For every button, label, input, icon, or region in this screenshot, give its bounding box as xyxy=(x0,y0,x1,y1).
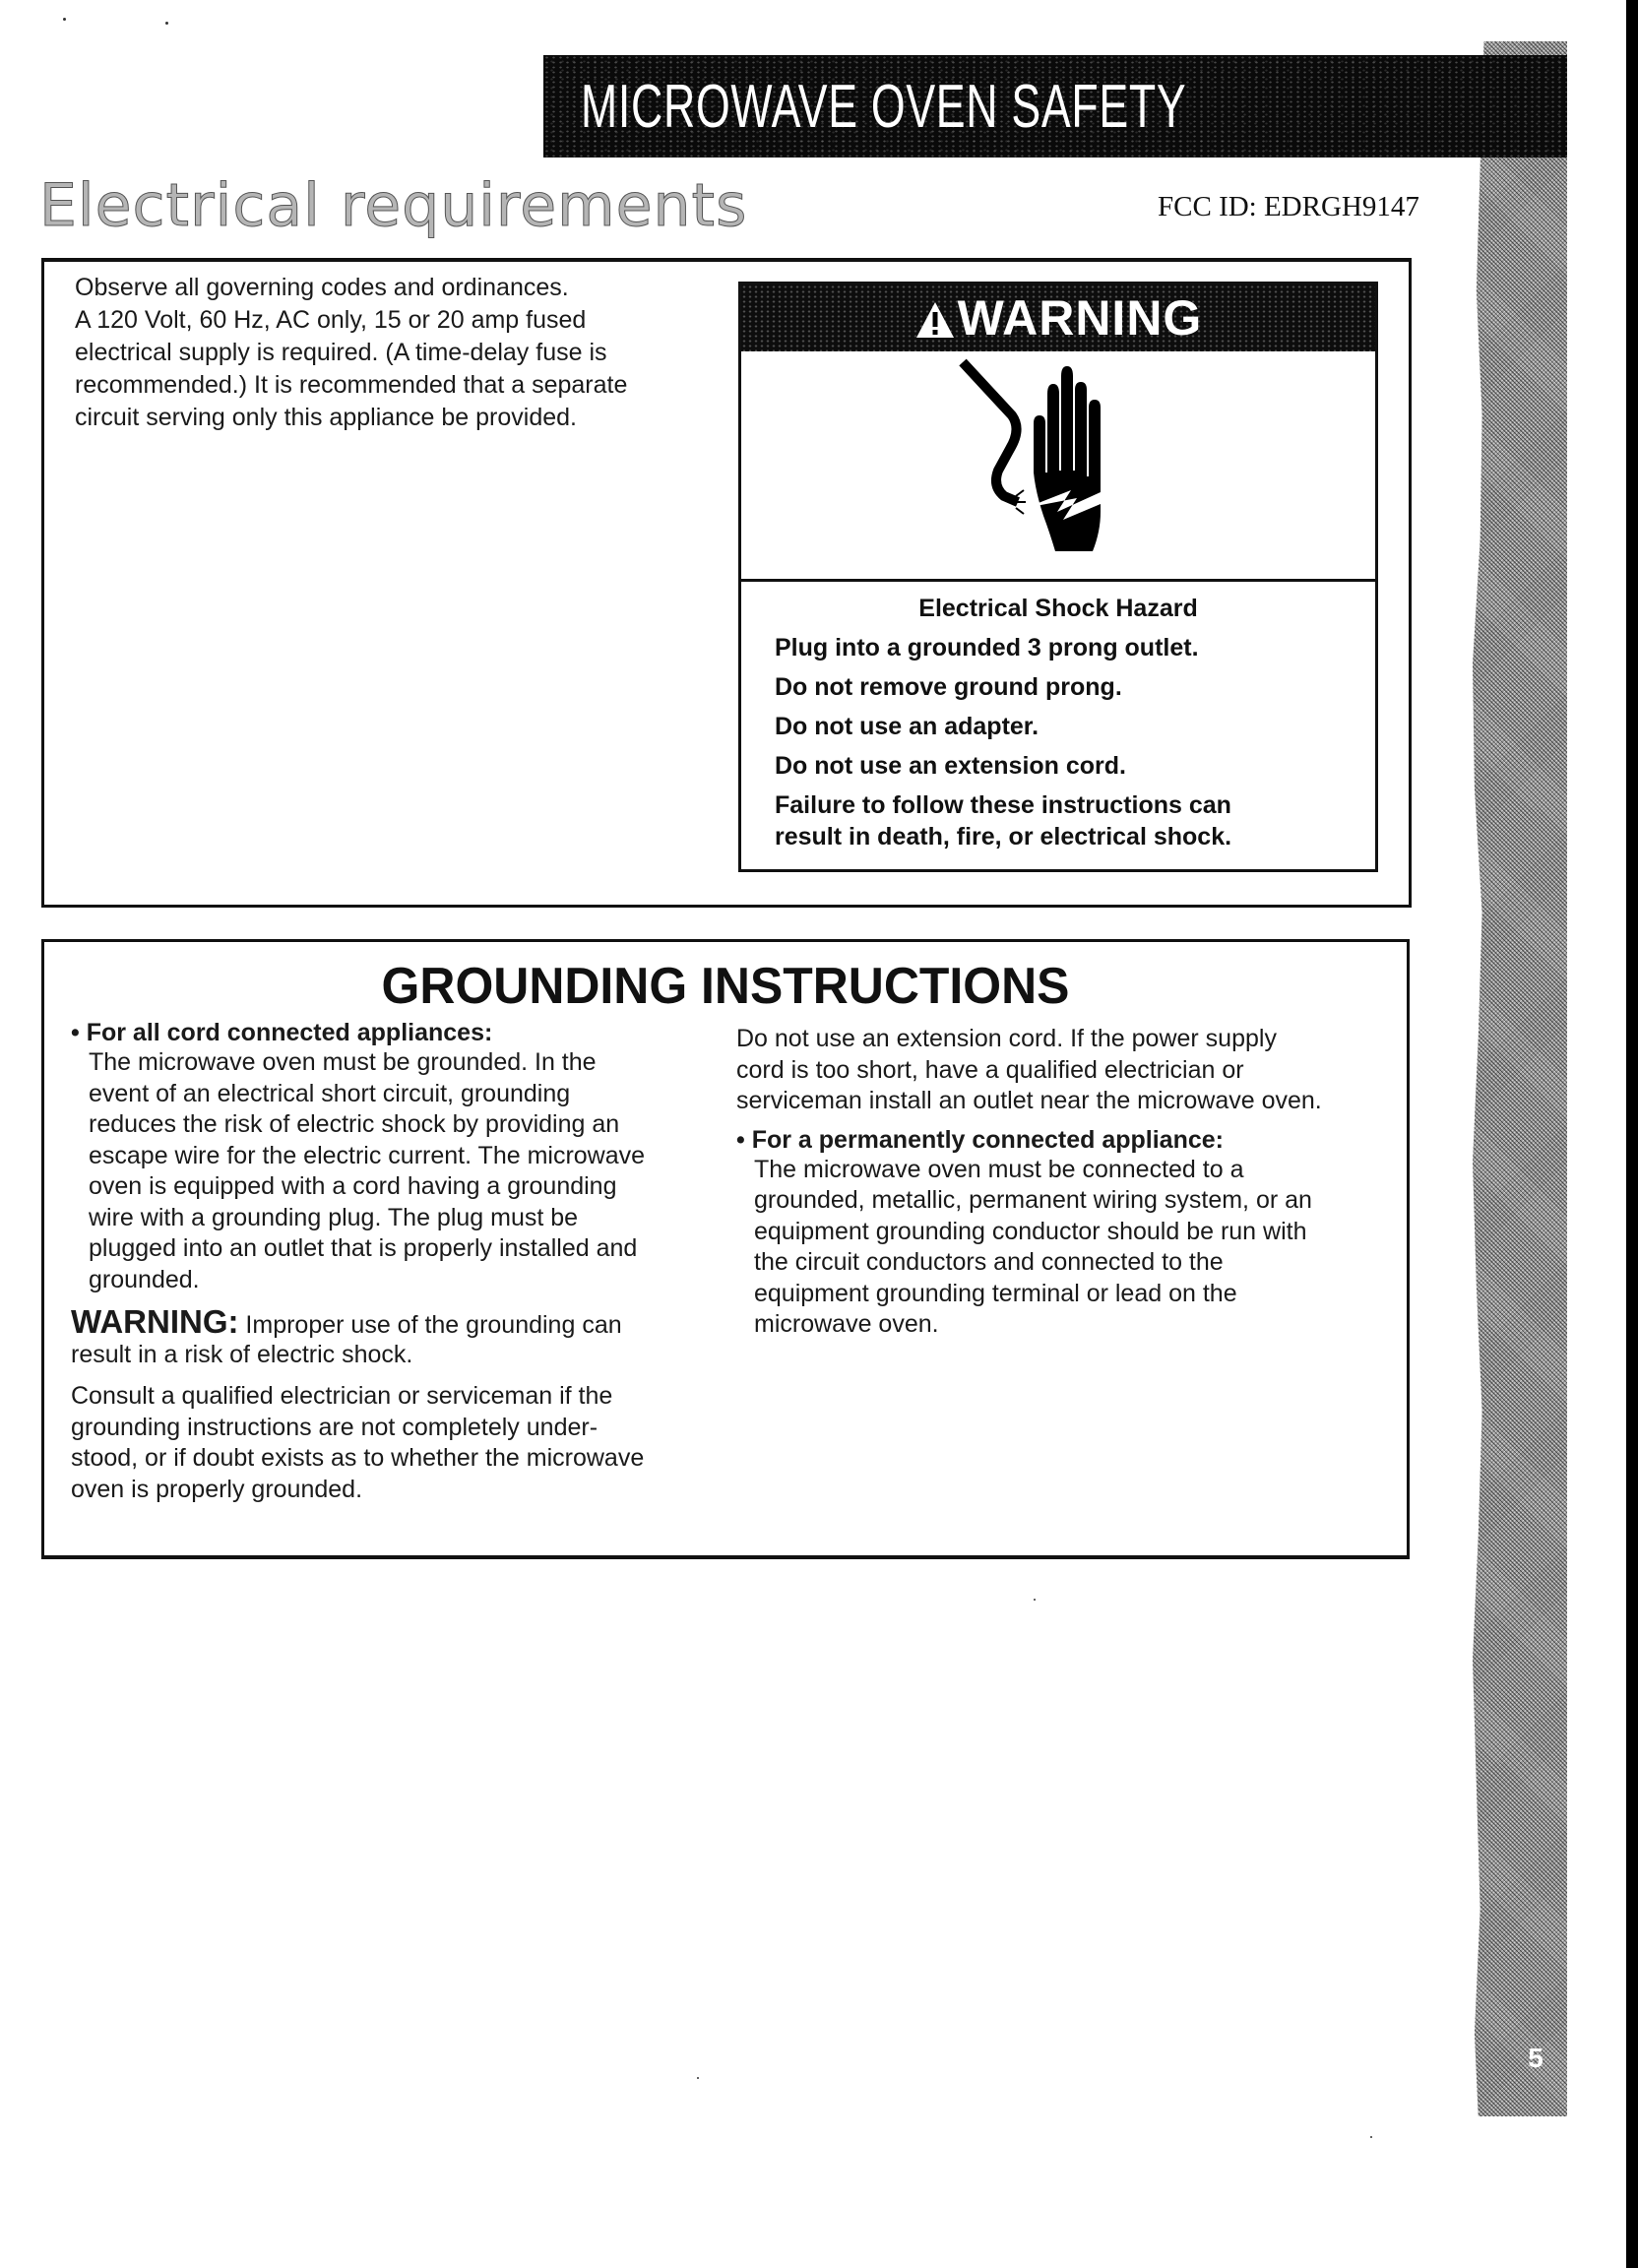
electrical-shock-hand-icon xyxy=(955,354,1142,561)
body-line: wire with a grounding plug. The plug must be xyxy=(89,1203,579,1231)
instruction-line: Do not use an adapter. xyxy=(775,713,1040,740)
warning-text: result in a risk of electric shock. xyxy=(71,1341,413,1368)
body-line: grounding instructions are not completely under- xyxy=(71,1413,598,1441)
grounding-left-column xyxy=(71,1018,721,1505)
body-line: the circuit conductors and connected to the xyxy=(754,1248,1224,1276)
scan-speck xyxy=(1370,2136,1372,2138)
consequence-line: result in death, fire, or electrical shock. xyxy=(775,823,1232,850)
warning-header xyxy=(741,284,1375,351)
body-line: cord is too short, have a qualified electrician or xyxy=(736,1055,1244,1084)
warning-divider xyxy=(741,579,1375,582)
consequence-line: Failure to follow these instructions can xyxy=(775,791,1231,819)
req-line: A 120 Volt, 60 Hz, AC only, 15 or 20 amp fused xyxy=(75,306,587,334)
req-line: circuit serving only this appliance be provided. xyxy=(75,404,577,431)
body-line: plugged into an outlet that is properly installed and xyxy=(89,1234,638,1262)
scan-speck xyxy=(1034,1599,1036,1601)
extension-cord-paragraph xyxy=(736,1024,1386,1117)
halftone-side-strip xyxy=(1473,41,1567,2116)
instruction-line: Do not remove ground prong. xyxy=(775,673,1122,701)
body-line: equipment grounding terminal or lead on the xyxy=(754,1279,1237,1307)
electrical-requirements-text xyxy=(75,272,705,434)
body-line: oven is properly grounded. xyxy=(71,1475,363,1503)
body-line: oven is equipped with a cord having a grounding xyxy=(89,1172,617,1200)
warning-label: WARNING: xyxy=(71,1303,239,1340)
instruction-line: Plug into a grounded 3 prong outlet. xyxy=(775,634,1199,662)
scan-speck xyxy=(63,18,66,21)
body-line: serviceman install an outlet near the microwave oven. xyxy=(736,1087,1322,1114)
section-title: Electrical requirements xyxy=(39,171,748,240)
cord-connected-heading: • For all cord connected appliances: xyxy=(71,1019,493,1046)
body-line: escape wire for the electric current. The microwave xyxy=(89,1141,646,1169)
body-line: event of an electrical short circuit, grounding xyxy=(89,1079,571,1107)
cord-connected-body xyxy=(71,1047,721,1295)
body-line: The microwave oven must be connected to a xyxy=(754,1155,1244,1183)
body-line: The microwave oven must be grounded. In the xyxy=(89,1048,597,1076)
body-line: equipment grounding conductor should be run with xyxy=(754,1217,1307,1245)
scan-edge-bar xyxy=(1626,0,1638,2268)
consult-paragraph xyxy=(71,1381,721,1505)
grounding-right-column xyxy=(736,1024,1386,1341)
warning-header-text: WARNING xyxy=(957,290,1203,346)
body-line: grounded. xyxy=(89,1265,200,1293)
body-line: stood, or if doubt exists as to whether the microwave xyxy=(71,1444,645,1472)
scan-speck xyxy=(165,22,168,25)
warning-text: Improper use of the grounding can xyxy=(238,1311,622,1339)
warning-triangle-icon xyxy=(914,300,956,340)
req-line: recommended.) It is recommended that a separate xyxy=(75,371,628,399)
req-line: Observe all governing codes and ordinances. xyxy=(75,274,569,301)
instruction-line: Do not use an extension cord. xyxy=(775,752,1126,780)
warning-instructions xyxy=(741,587,1375,852)
req-line: electrical supply is required. (A time-delay fuse is xyxy=(75,339,607,366)
banner-title xyxy=(581,63,1186,152)
body-line: Consult a qualified electrician or serviceman if the xyxy=(71,1382,613,1410)
hazard-title: Electrical Shock Hazard xyxy=(918,595,1198,622)
banner-title-text: MICROWAVE OVEN SAFETY xyxy=(581,73,1187,141)
permanently-connected-body xyxy=(736,1155,1386,1341)
fcc-id: FCC ID: EDRGH9147 xyxy=(1158,191,1419,222)
grounding-warning xyxy=(71,1303,721,1369)
grounding-title: GROUNDING INSTRUCTIONS xyxy=(381,958,1070,1015)
body-line: microwave oven. xyxy=(754,1310,939,1338)
body-line: Do not use an extension cord. If the power supply xyxy=(736,1025,1277,1052)
permanently-connected-heading: • For a permanently connected appliance: xyxy=(736,1125,1224,1154)
body-line: reduces the risk of electric shock by providing an xyxy=(89,1110,620,1138)
page-number: 5 xyxy=(1528,2043,1544,2073)
body-line: grounded, metallic, permanent wiring system, or an xyxy=(754,1186,1312,1214)
scan-speck xyxy=(697,2077,699,2079)
